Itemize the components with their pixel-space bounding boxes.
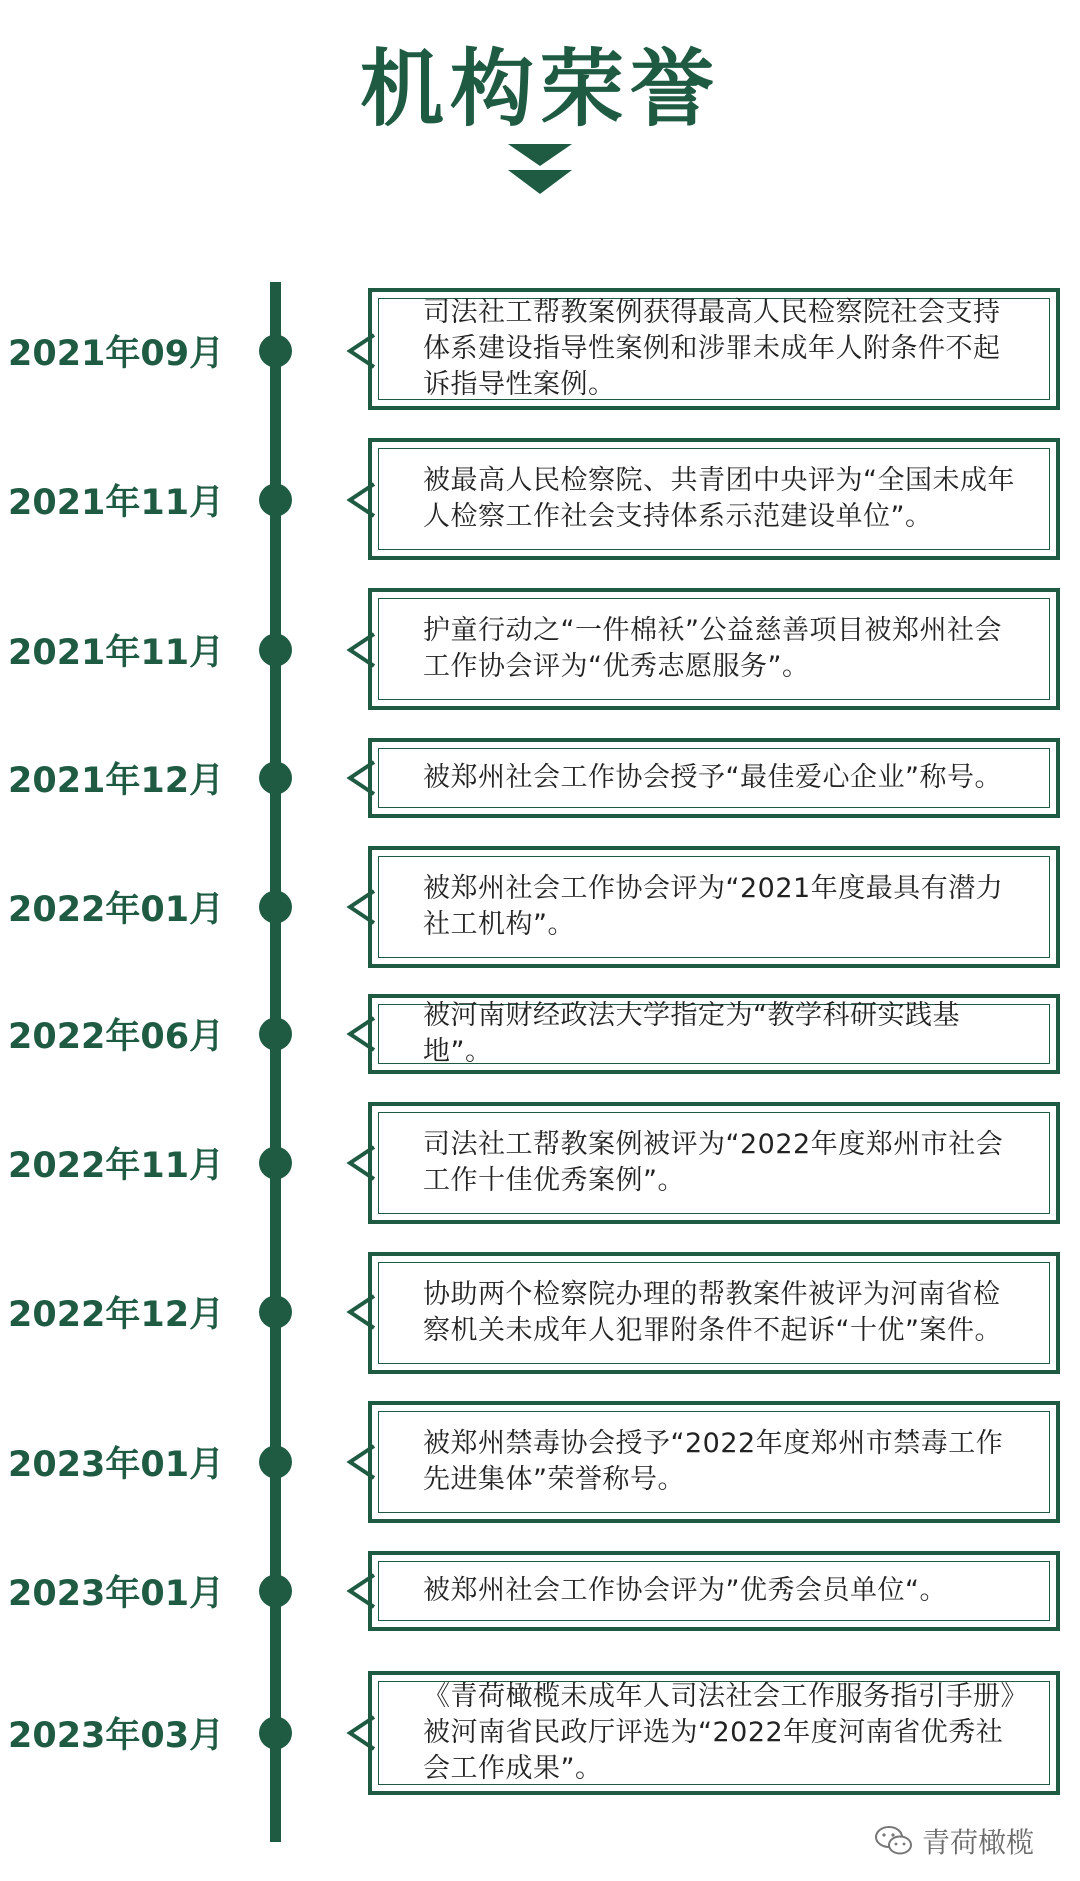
entry-date: 2022年06月 bbox=[8, 1017, 225, 1057]
entry-date: 2021年11月 bbox=[8, 633, 225, 673]
wechat-icon bbox=[874, 1824, 914, 1858]
entry-card bbox=[368, 994, 1060, 1074]
entry-date: 2022年12月 bbox=[8, 1295, 225, 1335]
entry-card bbox=[368, 1102, 1060, 1224]
timeline-dot bbox=[259, 1717, 292, 1750]
timeline-dot bbox=[259, 891, 292, 924]
card-pointer-icon bbox=[344, 480, 378, 520]
timeline-dot bbox=[259, 1575, 292, 1608]
entry-card bbox=[368, 288, 1060, 410]
entry-card bbox=[368, 1671, 1060, 1795]
card-pointer-icon bbox=[344, 1442, 378, 1482]
entry-date: 2022年01月 bbox=[8, 890, 225, 930]
entry-text: 司法社工帮教案例被评为“2022年度郑州市社会工作十佳优秀案例”。 bbox=[423, 1129, 1004, 1196]
entry-text: 司法社工帮教案例获得最高人民检察院社会支持体系建设指导性案例和涉罪未成年人附条件不起诉指导性案例。 bbox=[423, 297, 1001, 400]
watermark-label: 青荷橄榄 bbox=[921, 1826, 1034, 1859]
entry-text: 被最高人民检察院、共青团中央评为“全国未成年人检察工作社会支持体系示范建设单位”。 bbox=[423, 465, 1015, 532]
card-pointer-icon bbox=[344, 1571, 378, 1611]
card-pointer-icon bbox=[344, 758, 378, 798]
entry-card bbox=[368, 846, 1060, 968]
card-pointer-icon bbox=[344, 1292, 378, 1332]
entry-card bbox=[368, 438, 1060, 560]
timeline-dot bbox=[259, 634, 292, 667]
entry-text: 被郑州禁毒协会授予“2022年度郑州市禁毒工作先进集体”荣誉称号。 bbox=[423, 1428, 1004, 1495]
watermark bbox=[874, 1821, 1034, 1861]
entry-date: 2022年11月 bbox=[8, 1146, 225, 1186]
entry-date: 2021年12月 bbox=[8, 761, 225, 801]
card-pointer-icon bbox=[344, 1014, 378, 1054]
card-pointer-icon bbox=[344, 1143, 378, 1183]
entry-card bbox=[368, 1551, 1060, 1631]
entry-text: 协助两个检察院办理的帮教案件被评为河南省检察机关未成年人犯罪附条件不起诉“十优”案件。 bbox=[423, 1279, 1002, 1346]
entry-date: 2023年01月 bbox=[8, 1445, 225, 1485]
timeline-dot bbox=[259, 1018, 292, 1051]
entry-text: 被郑州社会工作协会授予“最佳爱心企业”称号。 bbox=[423, 762, 1002, 793]
entry-date: 2023年01月 bbox=[8, 1574, 225, 1614]
page-title: 机构荣誉 bbox=[359, 39, 720, 138]
card-pointer-icon bbox=[344, 1713, 378, 1753]
entry-text: 被河南财经政法大学指定为“教学科研实践基地”。 bbox=[423, 1000, 960, 1067]
card-pointer-icon bbox=[344, 630, 378, 670]
entry-text: 护童行动之“一件棉袄”公益慈善项目被郑州社会工作协会评为“优秀志愿服务”。 bbox=[423, 615, 1002, 682]
entry-date: 2021年09月 bbox=[8, 334, 225, 374]
timeline-dot bbox=[259, 1147, 292, 1180]
timeline-dot bbox=[259, 762, 292, 795]
entry-date: 2023年03月 bbox=[8, 1716, 225, 1756]
entry-text: 被郑州社会工作协会评为”优秀会员单位“。 bbox=[423, 1575, 947, 1606]
card-pointer-icon bbox=[344, 887, 378, 927]
timeline-dot bbox=[259, 335, 292, 368]
entry-date: 2021年11月 bbox=[8, 483, 225, 523]
entry-card bbox=[368, 738, 1060, 818]
entry-card bbox=[368, 588, 1060, 710]
timeline-dot bbox=[259, 484, 292, 517]
timeline-dot bbox=[259, 1296, 292, 1329]
card-pointer-icon bbox=[344, 331, 378, 371]
entry-card bbox=[368, 1401, 1060, 1523]
entry-card bbox=[368, 1252, 1060, 1374]
entry-text: 《青荷橄榄未成年人司法社会工作服务指引手册》被河南省民政厅评选为“2022年度河南省优秀社会工作成果”。 bbox=[423, 1681, 1015, 1784]
entry-text: 被郑州社会工作协会评为“2021年度最具有潜力社工机构”。 bbox=[423, 873, 1004, 940]
double-chevron-down-icon bbox=[500, 140, 580, 200]
timeline-dot bbox=[259, 1446, 292, 1479]
